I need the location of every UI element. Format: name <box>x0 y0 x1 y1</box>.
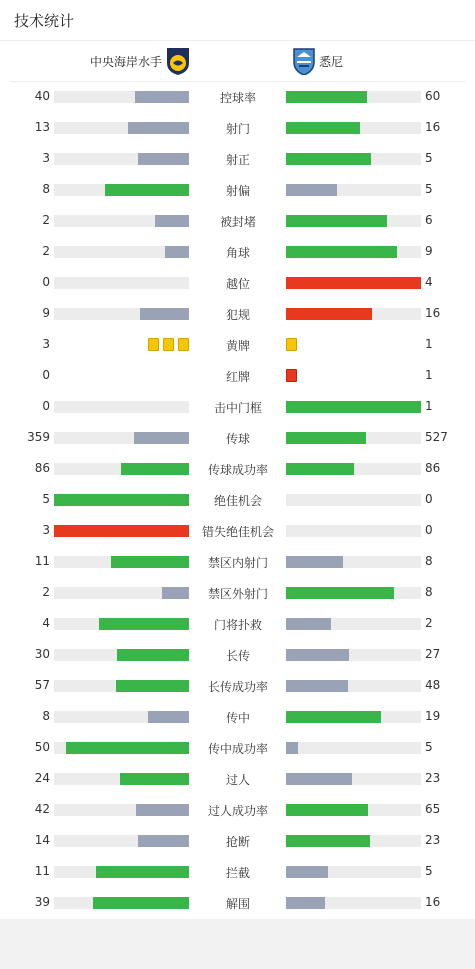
page-title: 技术统计 <box>14 12 75 30</box>
stat-label: 门将扑救 <box>213 618 262 632</box>
away-bar-track <box>286 91 421 103</box>
stat-row <box>0 701 475 732</box>
home-bar-fill <box>93 897 189 909</box>
yellow-card-icon <box>163 338 174 351</box>
home-bar-track <box>54 525 189 537</box>
stat-row <box>0 236 475 267</box>
away-value: 8 <box>425 554 433 568</box>
red-card-icon <box>286 369 297 382</box>
home-value: 11 <box>34 864 50 878</box>
home-value: 14 <box>34 833 50 847</box>
yellow-card-icon <box>286 338 297 351</box>
home-bar-track <box>54 556 189 568</box>
stat-label: 射偏 <box>225 184 250 198</box>
away-bar-fill <box>286 711 381 723</box>
home-bar-fill <box>135 91 189 103</box>
stat-row <box>0 174 475 205</box>
away-bar-track <box>286 618 421 630</box>
away-bar-track <box>286 494 421 506</box>
away-bar-fill <box>286 804 368 816</box>
away-value: 0 <box>425 523 433 537</box>
away-bar-track <box>286 122 421 134</box>
stat-row <box>0 329 475 360</box>
home-value: 8 <box>42 182 50 196</box>
stat-row <box>0 887 475 918</box>
away-bar-fill <box>286 618 331 630</box>
away-bar-track <box>286 556 421 568</box>
home-value: 3 <box>42 337 50 351</box>
home-bar-fill <box>138 153 189 165</box>
away-value: 6 <box>425 213 433 227</box>
away-value: 5 <box>425 864 433 878</box>
away-bar-fill <box>286 556 343 568</box>
home-bar-track <box>54 432 189 444</box>
stat-label: 传球 <box>225 432 250 446</box>
home-value: 2 <box>42 213 50 227</box>
away-bar-track <box>286 401 421 413</box>
home-bar-track <box>54 866 189 878</box>
stat-row <box>0 825 475 856</box>
stat-row <box>0 763 475 794</box>
home-bar-fill <box>128 122 189 134</box>
away-bar-track <box>286 463 421 475</box>
away-team-name: 悉尼 <box>319 55 344 69</box>
away-bar-fill <box>286 866 328 878</box>
yellow-card-icon <box>148 338 159 351</box>
home-bar-fill <box>165 246 189 258</box>
stat-label: 射正 <box>225 153 250 167</box>
home-bar-track <box>54 773 189 785</box>
stat-row <box>0 546 475 577</box>
away-value: 23 <box>425 771 441 785</box>
away-value: 23 <box>425 833 441 847</box>
home-bar-track <box>54 401 189 413</box>
home-bar-track <box>54 246 189 258</box>
stat-label: 禁区外射门 <box>207 587 268 601</box>
stat-row <box>0 608 475 639</box>
away-value: 27 <box>425 647 441 661</box>
away-value: 5 <box>425 151 433 165</box>
away-bar-fill <box>286 742 298 754</box>
away-bar-fill <box>286 680 348 692</box>
away-bar-fill <box>286 835 370 847</box>
home-bar-track <box>54 742 189 754</box>
away-value: 1 <box>425 337 433 351</box>
away-value: 1 <box>425 368 433 382</box>
stat-label: 越位 <box>225 277 250 291</box>
home-value: 57 <box>34 678 50 692</box>
away-bar-fill <box>286 246 397 258</box>
stat-label: 拦截 <box>225 866 250 880</box>
stat-label: 控球率 <box>219 91 256 105</box>
stat-row <box>0 81 475 112</box>
away-value: 4 <box>425 275 433 289</box>
home-value: 40 <box>34 89 50 103</box>
home-value: 13 <box>34 120 50 134</box>
home-value: 5 <box>42 492 50 506</box>
away-value: 8 <box>425 585 433 599</box>
away-bar-fill <box>286 277 421 289</box>
home-value: 42 <box>34 802 50 816</box>
away-bar-track <box>286 680 421 692</box>
away-bar-fill <box>286 649 349 661</box>
home-value: 4 <box>42 616 50 630</box>
away-bar-fill <box>286 401 421 413</box>
home-bar-fill <box>148 711 189 723</box>
home-value: 359 <box>27 430 50 444</box>
home-bar-fill <box>111 556 189 568</box>
home-bar-fill <box>138 835 189 847</box>
away-value: 2 <box>425 616 433 630</box>
home-bar-fill <box>120 773 189 785</box>
stat-label: 犯规 <box>225 308 250 322</box>
home-bar-track <box>54 277 189 289</box>
home-bar-fill <box>96 866 189 878</box>
stat-label: 解围 <box>225 897 250 911</box>
home-value: 2 <box>42 585 50 599</box>
home-bar-track <box>54 122 189 134</box>
stat-label: 抢断 <box>225 835 250 849</box>
away-bar-fill <box>286 308 372 320</box>
away-value: 48 <box>425 678 441 692</box>
home-value: 24 <box>34 771 50 785</box>
stat-label: 传中 <box>225 711 250 725</box>
away-bar-fill <box>286 184 337 196</box>
home-bar-fill <box>54 494 189 506</box>
away-bar-track <box>286 804 421 816</box>
stat-row <box>0 112 475 143</box>
away-value: 1 <box>425 399 433 413</box>
home-value: 11 <box>34 554 50 568</box>
stat-label: 长传成功率 <box>207 680 268 694</box>
away-bar-track <box>286 246 421 258</box>
away-value: 19 <box>425 709 441 723</box>
away-value: 5 <box>425 182 433 196</box>
away-value: 16 <box>425 306 441 320</box>
home-bar-track <box>54 308 189 320</box>
away-bar-fill <box>286 432 366 444</box>
away-bar-track <box>286 742 421 754</box>
stat-label: 错失绝佳机会 <box>201 525 274 539</box>
home-bar-fill <box>134 432 189 444</box>
away-bar-fill <box>286 122 360 134</box>
home-cards <box>148 338 189 352</box>
away-value: 86 <box>425 461 441 475</box>
home-value: 50 <box>34 740 50 754</box>
stat-label: 长传 <box>225 649 250 663</box>
away-bar-track <box>286 711 421 723</box>
stat-row <box>0 422 475 453</box>
home-bar-track <box>54 153 189 165</box>
stat-row <box>0 856 475 887</box>
away-bar-track <box>286 525 421 537</box>
stat-row <box>0 577 475 608</box>
away-bar-track <box>286 215 421 227</box>
away-bar-track <box>286 184 421 196</box>
home-value: 86 <box>34 461 50 475</box>
away-bar-fill <box>286 215 387 227</box>
away-team-logo-icon <box>293 48 315 75</box>
away-cards <box>286 369 297 383</box>
away-bar-fill <box>286 897 325 909</box>
away-value: 527 <box>425 430 448 444</box>
home-bar-fill <box>117 649 189 661</box>
stat-label: 过人 <box>225 773 250 787</box>
home-bar-track <box>54 91 189 103</box>
home-value: 9 <box>42 306 50 320</box>
home-bar-track <box>54 897 189 909</box>
home-bar-track <box>54 215 189 227</box>
home-bar-track <box>54 494 189 506</box>
stat-row <box>0 205 475 236</box>
away-bar-track <box>286 153 421 165</box>
home-value: 3 <box>42 151 50 165</box>
away-bar-track <box>286 587 421 599</box>
away-bar-fill <box>286 587 394 599</box>
home-bar-track <box>54 835 189 847</box>
stat-row <box>0 143 475 174</box>
stat-label: 射门 <box>225 122 250 136</box>
home-bar-fill <box>140 308 189 320</box>
stat-label: 绝佳机会 <box>213 494 262 508</box>
stat-label: 击中门框 <box>213 401 262 415</box>
home-value: 39 <box>34 895 50 909</box>
home-value: 0 <box>42 399 50 413</box>
yellow-card-icon <box>178 338 189 351</box>
home-value: 2 <box>42 244 50 258</box>
home-value: 8 <box>42 709 50 723</box>
away-value: 9 <box>425 244 433 258</box>
home-bar-fill <box>54 525 189 537</box>
away-bar-fill <box>286 463 354 475</box>
home-value: 0 <box>42 275 50 289</box>
stat-row <box>0 484 475 515</box>
home-bar-fill <box>66 742 189 754</box>
home-team-name: 中央海岸水手 <box>89 55 162 69</box>
home-bar-track <box>54 618 189 630</box>
stat-label: 角球 <box>225 246 250 260</box>
away-bar-track <box>286 835 421 847</box>
stat-row <box>0 670 475 701</box>
home-bar-track <box>54 587 189 599</box>
away-value: 16 <box>425 895 441 909</box>
home-value: 0 <box>42 368 50 382</box>
away-bar-fill <box>286 91 367 103</box>
away-value: 60 <box>425 89 441 103</box>
stat-row <box>0 391 475 422</box>
away-value: 65 <box>425 802 441 816</box>
away-bar-track <box>286 649 421 661</box>
home-bar-fill <box>99 618 189 630</box>
stat-label: 传球成功率 <box>207 463 268 477</box>
stat-row <box>0 298 475 329</box>
away-bar-track <box>286 432 421 444</box>
away-bar-track <box>286 277 421 289</box>
stat-label: 禁区内射门 <box>207 556 268 570</box>
home-bar-track <box>54 711 189 723</box>
home-bar-fill <box>116 680 189 692</box>
away-bar-fill <box>286 773 352 785</box>
stat-row <box>0 732 475 763</box>
stat-label: 被封堵 <box>219 215 256 229</box>
home-bar-fill <box>155 215 189 227</box>
home-value: 30 <box>34 647 50 661</box>
stat-label: 传中成功率 <box>207 742 268 756</box>
home-bar-track <box>54 184 189 196</box>
home-team-logo-icon <box>166 48 190 75</box>
away-bar-track <box>286 773 421 785</box>
away-value: 0 <box>425 492 433 506</box>
stat-row <box>0 360 475 391</box>
stat-label: 过人成功率 <box>207 804 268 818</box>
away-bar-track <box>286 308 421 320</box>
home-bar-track <box>54 649 189 661</box>
away-cards <box>286 338 297 352</box>
home-bar-track <box>54 680 189 692</box>
stat-row <box>0 515 475 546</box>
home-bar-fill <box>105 184 189 196</box>
stat-label: 黄牌 <box>225 339 250 353</box>
away-bar-track <box>286 897 421 909</box>
home-bar-fill <box>162 587 189 599</box>
stat-label: 红牌 <box>225 370 250 384</box>
home-bar-track <box>54 463 189 475</box>
stat-row <box>0 453 475 484</box>
away-value: 16 <box>425 120 441 134</box>
home-bar-fill <box>121 463 189 475</box>
teams-header <box>0 41 475 81</box>
away-value: 5 <box>425 740 433 754</box>
home-value: 3 <box>42 523 50 537</box>
home-bar-fill <box>136 804 189 816</box>
stat-row <box>0 639 475 670</box>
home-bar-track <box>54 804 189 816</box>
stat-row <box>0 794 475 825</box>
away-bar-fill <box>286 153 371 165</box>
away-bar-track <box>286 866 421 878</box>
stat-row <box>0 267 475 298</box>
